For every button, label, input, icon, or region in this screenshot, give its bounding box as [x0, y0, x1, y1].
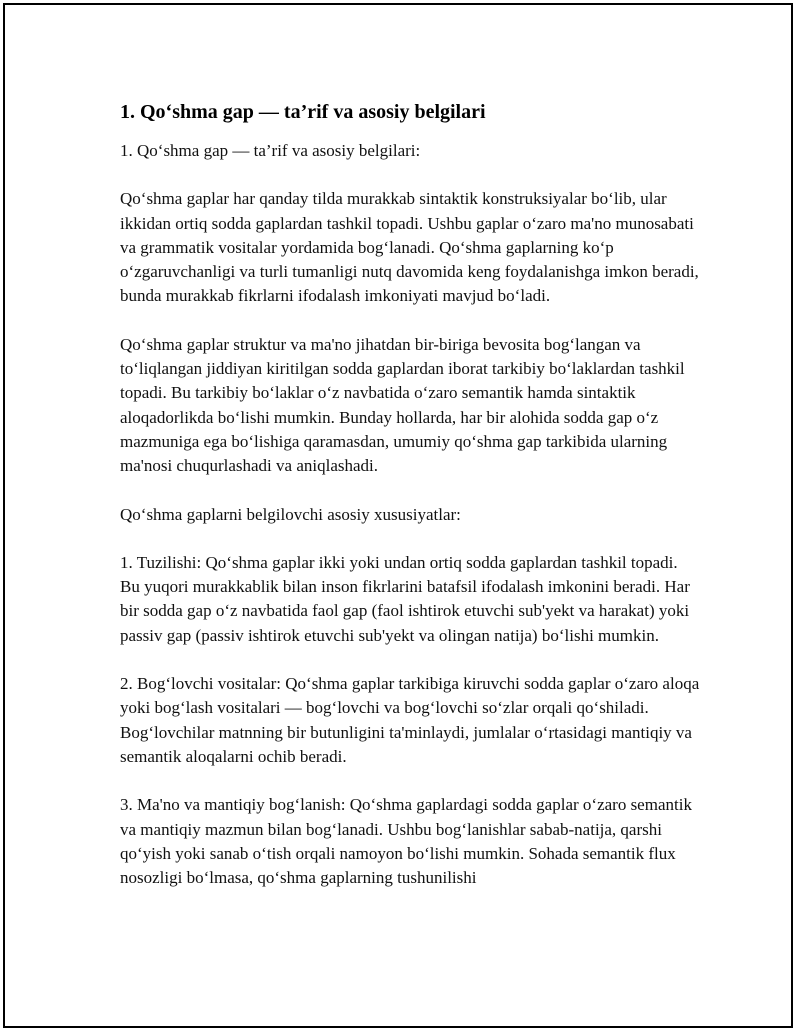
- page-frame: [3, 3, 793, 1028]
- paragraph-feature-meaning: 3. Ma'no va mantiqiy bog‘lanish: Qo‘shma gaplardagi sodda gaplar o‘zaro semantik va mantiqiy mazmun bilan bog‘lanadi. Ushbu bog‘lanishlar sabab-natija, qarshi qo‘yish yoki sanab o‘tish orqali namoyon bo‘lishi mumkin. Sohada semantik flux nosozligi bo‘lmasa, qo‘shma gaplarning tushunilishi: [120, 795, 692, 888]
- paragraph-structure: Qo‘shma gaplar struktur va ma'no jihatdan bir-biriga bevosita bog‘langan va to‘liqlangan jiddiyan kiritilgan sodda gaplardan iborat tarkibiy bo‘laklardan tashkil topadi. Bu tarkibiy bo‘laklar o‘z navbatida o‘zaro semantik hamda sintaktik aloqadorlikda bo‘lishi mumkin. Bunday hollarda, har bir alohida sodda gap o‘z mazmuniga ega bo‘lishiga qaramasdan, umumiy qo‘shma gap tarkibida ularning ma'nosi chuqurlashadi va aniqlashadi.: [120, 334, 685, 476]
- intro-line: 1. Qo‘shma gap — ta’rif va asosiy belgilari:: [120, 141, 421, 160]
- paragraph-definition: Qo‘shma gaplar har qanday tilda murakkab sintaktik konstruksiyalar bo‘lib, ular ikkidan ortiq sodda gaplardan tashkil topadi. Ushbu gaplar o‘zaro ma'no munosabati va grammatik vositalar yordamida bog‘lanadi. Qo‘shma gaplarning ko‘p o‘zgaruvchanligi va turli tumanligi nutq davomida keng foydalanishga imkon beradi, bunda murakkab fikrlarni ifodalash imkoniyati mavjud bo‘ladi.: [120, 189, 699, 306]
- section-heading: 1. Qo‘shma gap — ta’rif va asosiy belgilari: [120, 101, 486, 123]
- document-body: [120, 99, 700, 914]
- paragraph-features-intro: Qo‘shma gaplarni belgilovchi asosiy xususiyatlar:: [120, 504, 461, 524]
- paragraph-feature-structure: 1. Tuzilishi: Qo‘shma gaplar ikki yoki undan ortiq sodda gaplardan tashkil topadi. Bu yuqori murakkablik bilan inson fikrlarini batafsil ifodalash imkonini beradi. Har bir sodda gap o‘z navbatida faol gap (faol ishtirok etuvchi sub'yekt va harakat) yoki passiv gap (passiv ishtirok etuvchi sub'yekt va olingan natija) bo‘lishi mumkin.: [120, 552, 690, 645]
- paragraph-feature-connectors: 2. Bog‘lovchi vositalar: Qo‘shma gaplar tarkibiga kiruvchi sodda gaplar o‘zaro aloqa yoki bog‘lash vositalari — bog‘lovchi va bog‘lovchi so‘zlar orqali qo‘shiladi. Bog‘lovchilar matnning bir butunligini ta'minlaydi, jumlalar o‘rtasidagi mantiqiy va semantik aloqalarni ochib beradi.: [120, 674, 700, 766]
